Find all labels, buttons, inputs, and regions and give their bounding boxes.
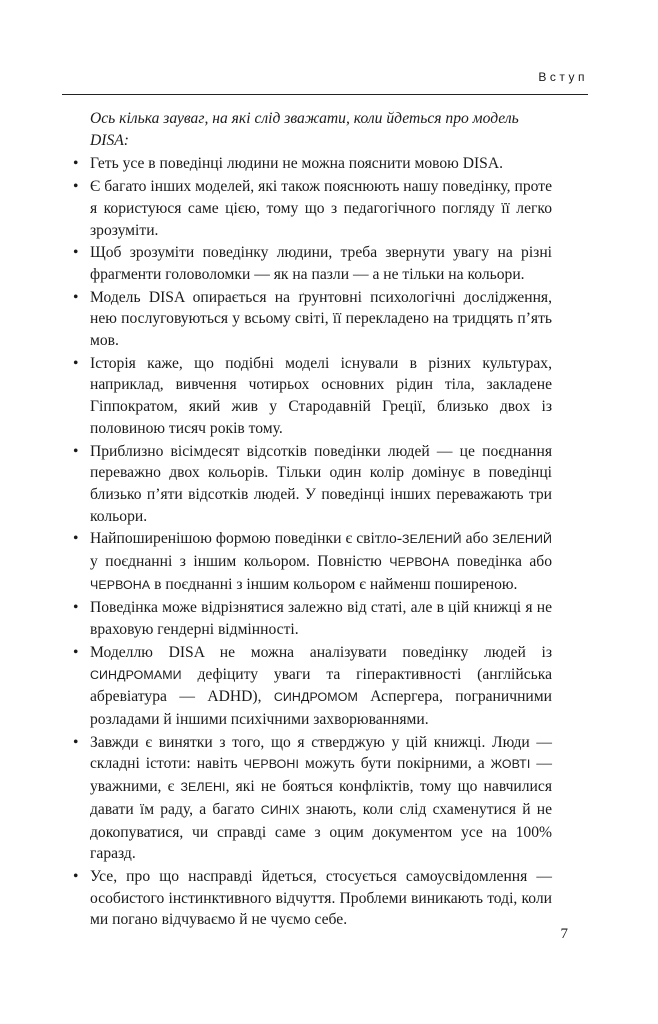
text-segment: у поєднанні з іншим кольором. Повністю	[90, 553, 390, 571]
text-segment: Є багато інших моделей, які також пояснюють нашу поведінку, проте я користуюся саме цією, тому що з педагогічного погляду її легко зрозуміти.	[90, 178, 552, 239]
text-segment: Приблизно вісімдесят відсотків поведінки людей — це поєднання переважно двох кольорів. Тільки один колір домінує в поведінці близько п’яти відсотків людей. У поведінці інших переважають три кольори.	[90, 442, 552, 525]
emphasis-term: ЧЕРВОНА	[90, 577, 151, 592]
text-segment: дефіциту уваги та гіперактивності (англійська абревіатура — ADHD),	[90, 665, 552, 706]
bullet-marker: •	[73, 643, 79, 661]
emphasis-term: СИНІХ	[260, 802, 300, 817]
text-segment: Усе, про що насправді йдеться, стосується самоусвідомлення — особистого інстинктивного відчуття. Проблеми виникають тоді, коли ми погано відчуваємо й не чуємо себе.	[90, 867, 552, 929]
emphasis-term: ЖОВТІ	[490, 757, 531, 772]
running-header	[62, 68, 588, 95]
chapter-title: Вступ	[538, 70, 588, 84]
text-segment: Історія каже, що подібні моделі існували в різних культурах, наприклад, вивчення чотирьох основних рідин тіла, закладене Гіппократом, який жив у Стародавній Греції, близько двох із половиною тисяч років тому.	[90, 354, 552, 437]
page-body	[73, 108, 552, 932]
list-item	[73, 597, 552, 640]
text-segment: Найпоширенішою формою поведінки є світло-	[90, 530, 403, 548]
text-segment: Модель DISA опирається на ґрунтовні психологічні дослідження, нею послуговуються у всьому світі, її перекладено на тридцять п’ять мов.	[90, 288, 552, 350]
list-item	[73, 353, 552, 440]
bullet-marker: •	[73, 178, 79, 196]
emphasis-term: ЗЕЛЕНІ	[180, 780, 226, 795]
list-item	[73, 287, 552, 352]
text-segment: можуть бути покірними, а	[299, 755, 491, 773]
emphasis-term: ЧЕРВОНІ	[243, 757, 300, 772]
text-segment: Поведінка може відрізнятися залежно від статі, але в цій книжці я не враховую гендерні відмінності.	[90, 599, 552, 639]
list-item	[73, 441, 552, 528]
list-item	[73, 176, 552, 241]
text-segment: Моделлю DISA не можна аналізувати поведінку людей із	[90, 643, 552, 661]
emphasis-term: СИНДРОМАМИ	[90, 667, 182, 682]
text-segment: Завжди є винятки з того, що я стверджую у цій книжці. Люди — складні істоти: навіть	[90, 733, 552, 773]
text-segment: знають, коли слід схаменутися й не докопуватися, чи справді саме з оцим документом усе на 100% гаразд.	[90, 800, 552, 863]
bullet-marker: •	[73, 867, 79, 885]
emphasis-term: ЧЕРВОНА	[389, 555, 450, 570]
list-item	[73, 153, 552, 175]
text-segment: або	[461, 530, 493, 548]
text-segment: Аспергера, пограничними розладами й іншими психічними захворюваннями.	[90, 688, 552, 728]
bullet-marker: •	[73, 288, 79, 306]
list-item	[73, 642, 552, 731]
text-segment: , які не бояться конфліктів, тому що навчилися давати їм раду, а багато	[90, 778, 552, 818]
list-item	[73, 528, 552, 596]
text-segment: в поєднанні з іншим кольором є найменш поширеною.	[150, 575, 518, 593]
text-segment: — уважними, є	[90, 755, 552, 796]
emphasis-term: СИНДРОМОМ	[273, 690, 358, 705]
list-item	[73, 866, 552, 931]
emphasis-term: ЗЕЛЕНИЙ	[402, 532, 462, 547]
bullet-marker: •	[73, 155, 79, 173]
bullet-marker: •	[73, 733, 79, 751]
text-segment: Геть усе в поведінці людини не можна пояснити мовою DISA.	[90, 155, 504, 173]
bullet-list	[73, 153, 552, 931]
emphasis-term: ЗЕЛЕНИЙ	[492, 532, 552, 547]
bullet-marker: •	[73, 354, 79, 372]
bullet-marker: •	[73, 599, 79, 617]
text-segment: Щоб зрозуміти поведінку людини, треба звернути увагу на різні фрагменти головоломки — як на пазли — а не тільки на кольори.	[90, 244, 552, 283]
intro-paragraph: Ось кілька зауваг, на які слід зважати, коли йдеться про модель DISA:	[90, 110, 519, 149]
list-item	[73, 242, 552, 285]
bullet-marker: •	[73, 244, 79, 262]
list-item	[73, 732, 552, 865]
text-segment: поведінка або	[449, 553, 552, 571]
page-number: 7	[560, 926, 568, 942]
bullet-marker: •	[73, 442, 79, 460]
bullet-marker: •	[73, 530, 79, 548]
